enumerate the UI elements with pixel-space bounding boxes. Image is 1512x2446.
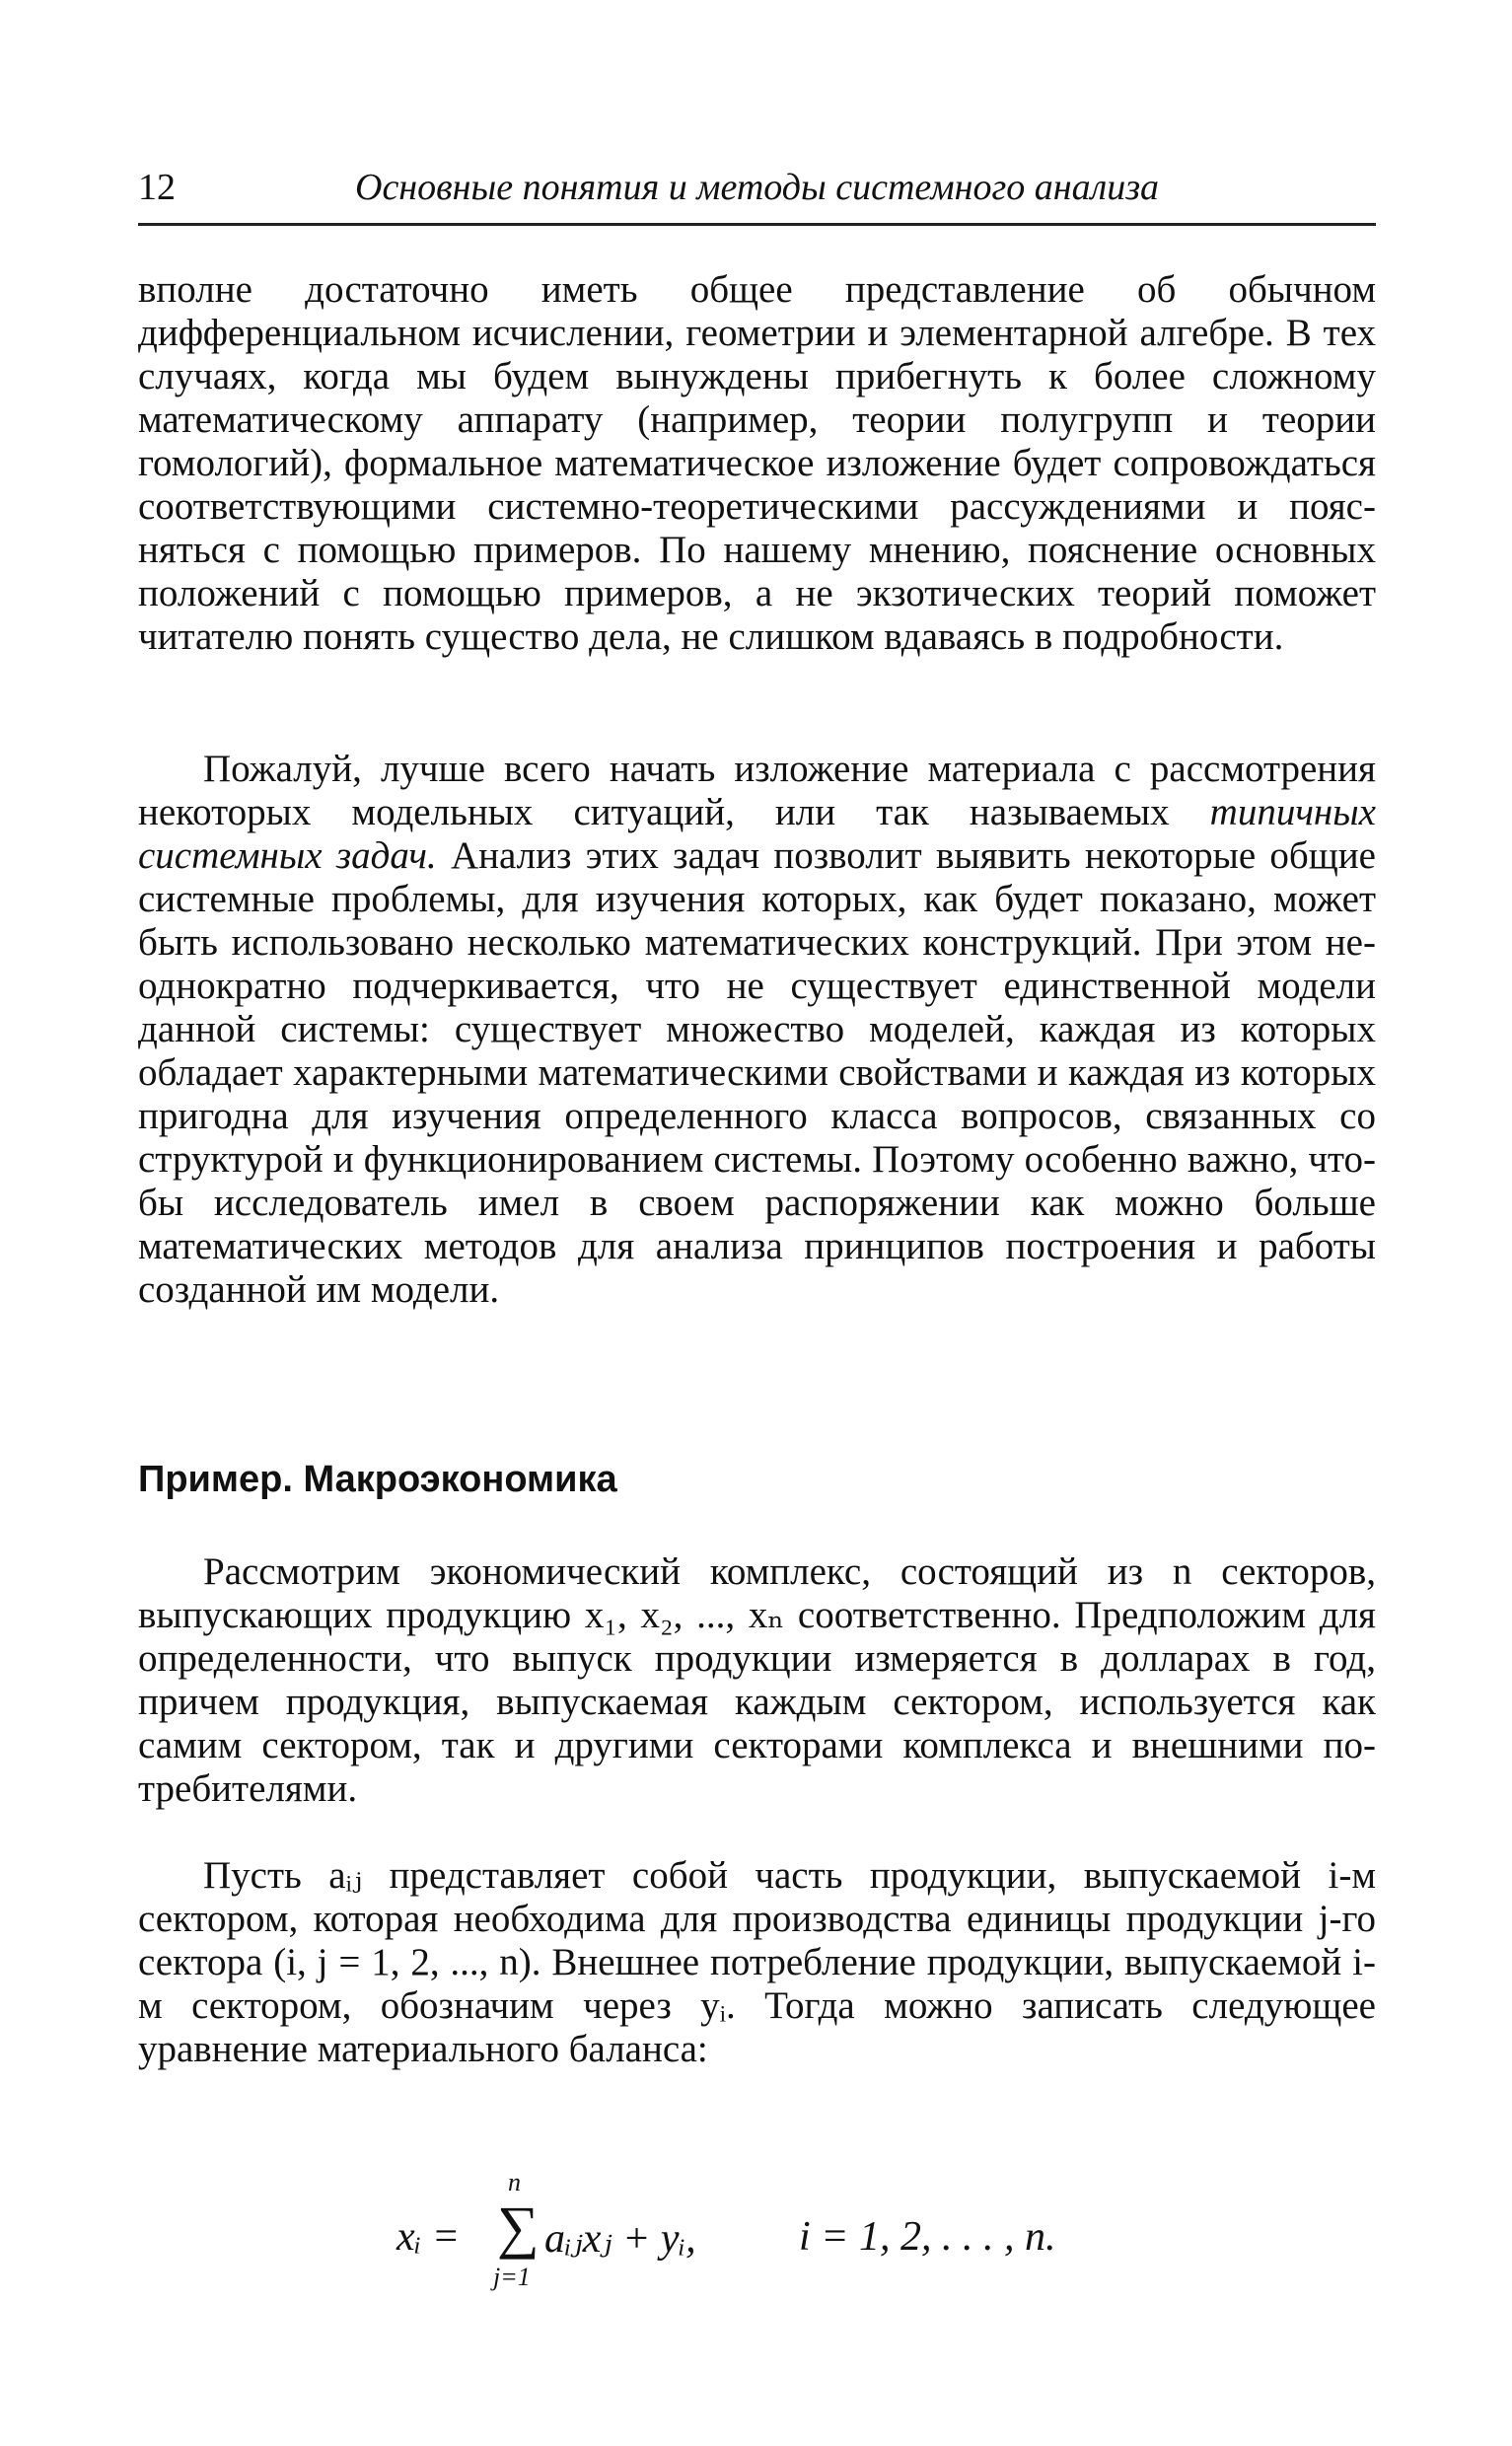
paragraph-typical-problems	[138, 748, 1376, 1312]
equation-summand: aᵢⱼxⱼ + yᵢ,	[544, 2216, 696, 2262]
paragraph-economic-complex: Рассмотрим экономический комплекс, состоящий из n секторов, выпускающих продукцию x₁, x₂, ..., xₙ соответственно. Предположим для определенности, что выпуск продукции измеряется в долларах в год, причем продукция, выпускаемая каждым сектором, используется как самим сектором, так и другими секторами комплекса и внешними потребителями.	[138, 1550, 1376, 1810]
summation-sign: ∑	[497, 2194, 540, 2260]
running-title: Основные понятия и методы системного анализа	[355, 167, 1160, 208]
equation-lhs: xᵢ =	[396, 2214, 461, 2260]
page-number: 12	[138, 167, 176, 208]
running-head	[138, 166, 1376, 213]
paragraph-text-end: Анализ этих задач позволит выявить некоторые общие системные проблемы, для изучения которых, как будет показано, может быть использовано несколько математических конструкций. При этом неоднократно подчеркивается, что не существует единственной модели данной системы: существует множество моделей, каждая из которых обладает характерными математическими свойствами и каждая из которых пригодна для изучения определенного класса вопросов, связанных со структурой и функционированием системы. Поэтому особенно важно, чтобы исследователь имел в своем распоряжении как можно больше математических методов для анализа принципов построения и работы созданной им модели.	[138, 834, 1376, 1311]
section-heading: Пример. Макроэкономика	[138, 1459, 617, 1500]
paragraph-continuation: вполне достаточно иметь общее представление об обычном дифференциальном исчислении, геометрии и элементарной алгебре. В тех случаях, когда мы будем вынуждены прибегнуть к более сложному математическому аппарату (например, теории полугрупп и теории гомологий), формальное математическое изложение будет сопровождаться соответствующими системно-теоретическими рассуждениями и поясняться с помощью примеров. По нашему мнению, пояснение основных положений с помощью примеров, а не экзотических теорий поможет читателю понять существо дела, не слишком вдаваясь в подробности.	[138, 268, 1376, 658]
paragraph-balance-definition: Пусть aᵢⱼ представляет собой часть продукции, выпускаемой i-м сектором, которая необходима для производства единицы продукции j-го сектора (i, j = 1, 2, ..., n). Внешнее потребление продукции, выпускаемой i-м сектором, обозначим через yᵢ. Тогда можно записать следующее уравнение материального баланса:	[138, 1854, 1376, 2070]
paragraph-text-start: Пожалуй, лучше всего начать изложение материала с рассмотрения некоторых модельных ситуаций, или так называемых	[138, 748, 1376, 833]
balance-equation	[138, 2168, 1376, 2316]
equation-index-range: i = 1, 2, . . . , n.	[799, 2214, 1056, 2260]
emphasized-term: типичных системных задач.	[138, 791, 1376, 877]
sum-lower-limit: j=1	[493, 2263, 531, 2291]
header-rule	[138, 223, 1376, 226]
sum-upper-limit: n	[508, 2168, 521, 2196]
